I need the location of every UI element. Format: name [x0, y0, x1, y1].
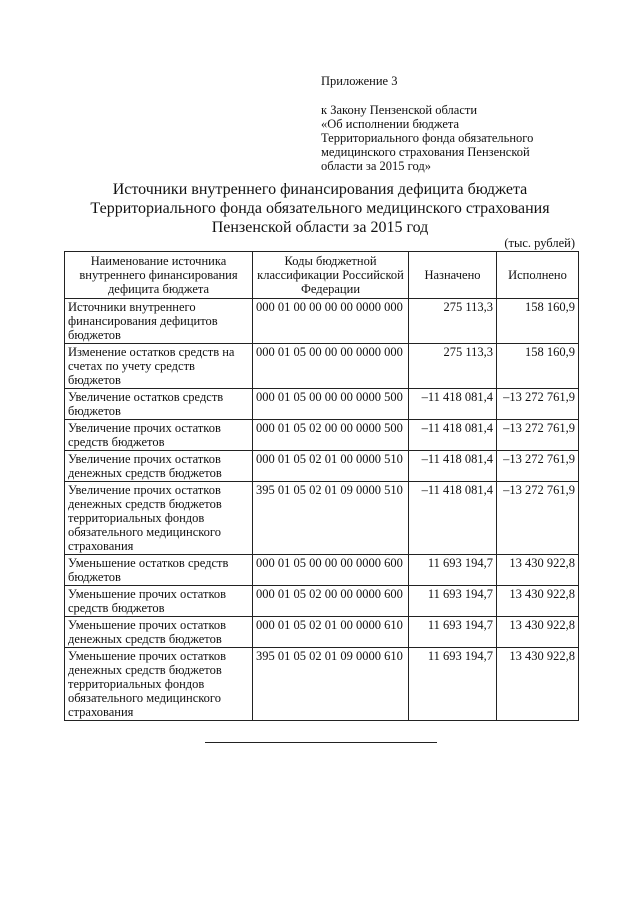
row-executed: 158 160,9 — [497, 344, 579, 389]
row-code: 000 01 05 00 00 00 0000 000 — [253, 344, 409, 389]
title-line: Пензенской области за 2015 год — [211, 219, 429, 236]
table-row — [65, 451, 579, 482]
reference-line: медицинского страхования Пензенской — [321, 145, 530, 159]
table-row — [65, 389, 579, 420]
row-name: Изменение остатков средств на счетах по учету средств бюджетов — [65, 344, 253, 389]
row-assigned: –11 418 081,4 — [409, 451, 497, 482]
row-code: 000 01 05 02 01 00 0000 610 — [253, 617, 409, 648]
table-row — [65, 420, 579, 451]
row-assigned: 275 113,3 — [409, 344, 497, 389]
reference-line: «Об исполнении бюджета — [321, 117, 460, 131]
row-assigned: –11 418 081,4 — [409, 389, 497, 420]
budget-sources-table — [64, 251, 579, 721]
row-code: 000 01 05 02 00 00 0000 500 — [253, 420, 409, 451]
table-row — [65, 648, 579, 721]
closing-divider-line — [205, 742, 437, 743]
row-executed: –13 272 761,9 — [497, 451, 579, 482]
table-row — [65, 344, 579, 389]
row-executed: –13 272 761,9 — [497, 389, 579, 420]
header-budget-code: Коды бюджетной классификации Российской Федерации — [253, 252, 409, 299]
table-row — [65, 555, 579, 586]
reference-line: области за 2015 год» — [321, 159, 431, 173]
row-code: 395 01 05 02 01 09 0000 510 — [253, 482, 409, 555]
row-code: 000 01 05 02 00 00 0000 600 — [253, 586, 409, 617]
row-executed: –13 272 761,9 — [497, 482, 579, 555]
reference-line: Территориального фонда обязательного — [321, 131, 534, 145]
row-code: 395 01 05 02 01 09 0000 610 — [253, 648, 409, 721]
row-name: Увеличение прочих остатков денежных средств бюджетов территориальных фондов обязательного медицинского страхования — [65, 482, 253, 555]
row-assigned: –11 418 081,4 — [409, 420, 497, 451]
row-executed: 13 430 922,8 — [497, 586, 579, 617]
table-row — [65, 586, 579, 617]
row-assigned: 11 693 194,7 — [409, 586, 497, 617]
row-executed: –13 272 761,9 — [497, 420, 579, 451]
row-assigned: 11 693 194,7 — [409, 648, 497, 721]
header-assigned: Назначено — [409, 252, 497, 299]
title-line: Территориального фонда обязательного медицинского страхования — [90, 200, 550, 217]
table-row — [65, 482, 579, 555]
reference-line: к Закону Пензенской области — [321, 103, 478, 117]
table-header-row — [65, 252, 579, 299]
row-name: Уменьшение прочих остатков денежных средств бюджетов — [65, 617, 253, 648]
row-executed: 13 430 922,8 — [497, 555, 579, 586]
table-row — [65, 617, 579, 648]
appendix-label: Приложение 3 — [321, 74, 398, 88]
appendix-reference — [321, 103, 581, 173]
row-code: 000 01 05 00 00 00 0000 600 — [253, 555, 409, 586]
row-name: Увеличение прочих остатков средств бюджетов — [65, 420, 253, 451]
row-name: Источники внутреннего финансирования дефицитов бюджетов — [65, 299, 253, 344]
document-title — [60, 180, 580, 237]
row-name: Уменьшение прочих остатков денежных средств бюджетов территориальных фондов обязательного медицинского страхования — [65, 648, 253, 721]
table-row — [65, 299, 579, 344]
row-executed: 158 160,9 — [497, 299, 579, 344]
row-name: Уменьшение остатков средств бюджетов — [65, 555, 253, 586]
row-code: 000 01 00 00 00 00 0000 000 — [253, 299, 409, 344]
units-label: (тыс. рублей) — [504, 236, 575, 250]
row-assigned: 11 693 194,7 — [409, 555, 497, 586]
row-executed: 13 430 922,8 — [497, 648, 579, 721]
row-executed: 13 430 922,8 — [497, 617, 579, 648]
row-code: 000 01 05 02 01 00 0000 510 — [253, 451, 409, 482]
row-assigned: 11 693 194,7 — [409, 617, 497, 648]
row-name: Увеличение остатков средств бюджетов — [65, 389, 253, 420]
row-code: 000 01 05 00 00 00 0000 500 — [253, 389, 409, 420]
header-source-name: Наименование источника внутреннего финансирования дефицита бюджета — [65, 252, 253, 299]
header-executed: Исполнено — [497, 252, 579, 299]
row-name: Уменьшение прочих остатков средств бюджетов — [65, 586, 253, 617]
row-assigned: 275 113,3 — [409, 299, 497, 344]
row-name: Увеличение прочих остатков денежных средств бюджетов — [65, 451, 253, 482]
title-line: Источники внутреннего финансирования дефицита бюджета — [112, 181, 528, 198]
row-assigned: –11 418 081,4 — [409, 482, 497, 555]
